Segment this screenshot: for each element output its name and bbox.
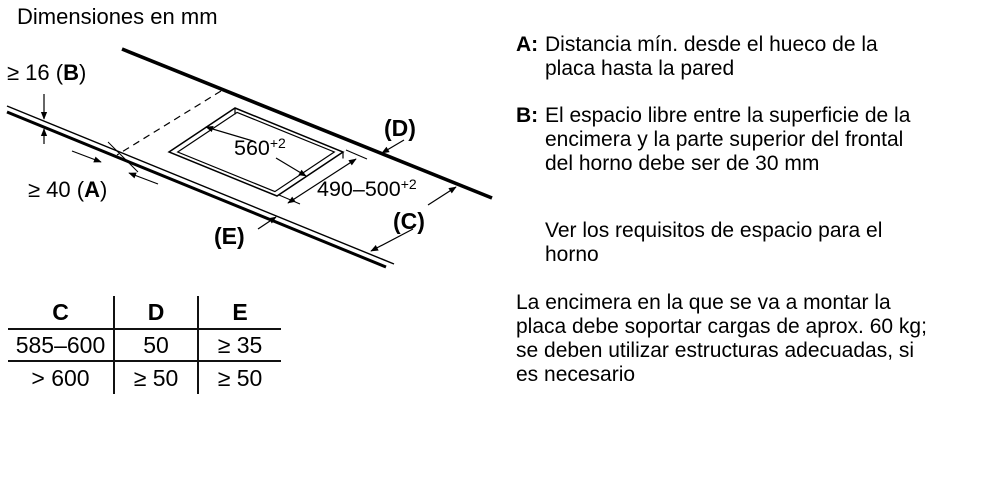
note-b (516, 104, 994, 176)
table-row (8, 329, 281, 361)
note-a (516, 33, 994, 81)
table-row (8, 361, 281, 394)
label-c: (C) (393, 208, 425, 234)
note-a-line: placa hasta la pared (545, 57, 735, 80)
note-oven-line: Ver los requisitos de espacio para el (545, 219, 883, 242)
table-header-e: E (198, 296, 281, 329)
note-load-line: es necesario (516, 363, 636, 386)
dim-a-arrow-right (129, 173, 158, 184)
table-cell-e2: ≥ 50 (217, 364, 263, 391)
table-header-d: D (114, 296, 198, 329)
note-load-capacity (516, 291, 994, 387)
dim-560-arrow-right (276, 158, 306, 176)
note-a-line: Distancia mín. desde el hueco de la (545, 33, 878, 56)
note-load-line: La encimera en la que se va a montar la (516, 291, 891, 314)
note-a-label: A: (516, 33, 539, 56)
dim-c-arrow-upper (428, 187, 456, 205)
table-cell-d1: 50 (114, 329, 198, 361)
table-cell-c1: 585–600 (8, 329, 114, 361)
table-cell-d2: ≥ 50 (114, 361, 198, 394)
note-b-label: B: (516, 104, 539, 127)
label-b: ≥ 16 (B) (7, 60, 87, 85)
note-b-line: del horno debe ser de 30 mm (545, 152, 820, 175)
cutout-extension-dashed-line (117, 91, 221, 155)
table-header-c: C (8, 296, 114, 329)
label-d: (D) (384, 115, 416, 141)
label-d-leader-arrow (382, 140, 404, 153)
table-cell-e1: ≥ 35 (198, 329, 281, 361)
label-e: (E) (214, 223, 245, 249)
label-a: ≥ 40 (A) (28, 177, 108, 202)
note-oven-space (516, 219, 994, 267)
dimensions-table (8, 296, 281, 394)
installation-diagram (0, 0, 500, 290)
note-b-line: El espacio libre entre la superficie de la (545, 104, 911, 127)
note-oven-line: horno (545, 243, 599, 266)
dim-a-arrow-left (72, 151, 101, 162)
note-load-line: placa debe soportar cargas de aprox. 60 kg; (516, 315, 927, 338)
table-header-row (8, 296, 281, 329)
page-title: Dimensiones en mm (17, 4, 218, 29)
dim-560-label: $560^{+2}$ (234, 135, 286, 160)
dim-490-extension-upper (346, 150, 367, 159)
table-cell-c2: > 600 (31, 364, 90, 391)
dim-490-label: $490-500^{+2}$ (317, 176, 417, 201)
note-b-line: encimera y la parte superior del frontal (545, 128, 904, 151)
note-load-line: se deben utilizar estructuras adecuadas, si (516, 339, 915, 362)
